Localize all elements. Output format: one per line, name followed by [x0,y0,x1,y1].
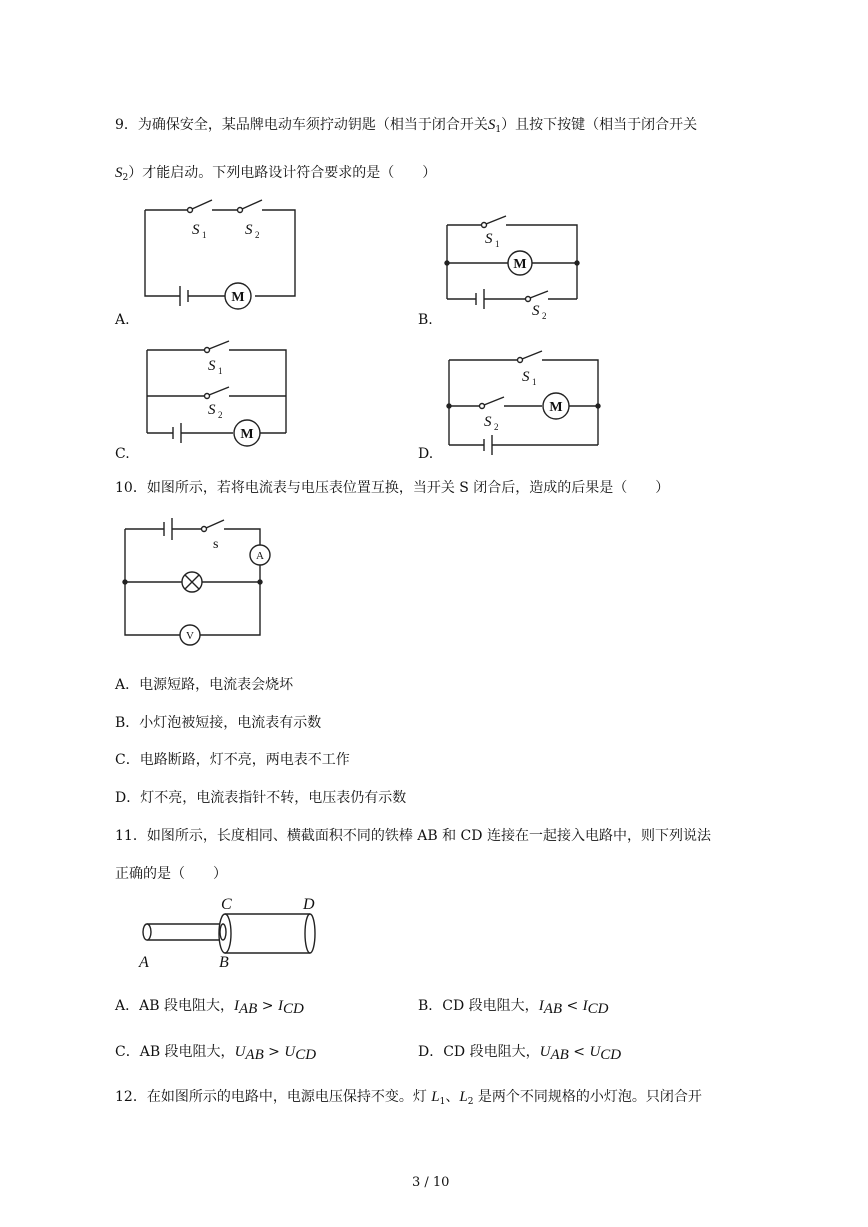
q9c-s1-sub: 1 [218,366,223,376]
q11-d-rs: CD [600,1047,622,1063]
q12-line-b: 是两个不同规格的小灯泡。只闭合开 [473,1089,702,1105]
q11-b-l: I [538,998,544,1014]
q11-option-c [115,1042,316,1065]
q11-a-prefix: A．AB 段电阻大， [115,998,234,1014]
q12-l1: L [431,1089,440,1105]
q11-d-op: < [568,1044,590,1060]
q9-s1: S [487,117,496,133]
q11-option-b [418,996,609,1019]
q9b-motor-label: M [513,257,527,272]
q11-label-c: C [221,896,232,913]
q9b-s1-label: S [485,231,493,247]
q9-line1 [115,115,697,140]
q10-option-a: A．电源短路，电流表会烧坏 [115,677,294,693]
q11-b-op: < [562,998,583,1014]
page-number: 3 / 10 [412,1175,450,1190]
q11-d-r: U [589,1044,601,1060]
q9-diagram-d [444,350,604,450]
q9a-s2-sub: 2 [255,230,260,240]
q10-ammeter-label: A [256,550,264,562]
q11-d-prefix: D．CD 段电阻大， [418,1044,540,1060]
q12-l1-sub: 1 [439,1097,446,1107]
q9d-s2-sub: 2 [494,422,499,432]
q9a-s1-sub: 1 [202,230,207,240]
q11-c-prefix: C．AB 段电阻大， [115,1044,235,1060]
q12-line-a: 12．在如图所示的电路中，电源电压保持不变。灯 [115,1089,432,1105]
q11-option-d [418,1042,621,1065]
q11-c-ls: AB [245,1047,264,1063]
q11-rod-diagram [135,895,335,975]
q11-d-ls: AB [550,1047,569,1063]
q11-label-d: D [303,896,315,913]
q10-option-d: D．灯不亮，电流表指针不转，电压表仍有示数 [115,790,407,806]
q9b-s2-label: S [532,303,540,319]
q9a-motor-label: M [231,290,245,305]
q12-sep: 、 [445,1089,460,1105]
q9-line1-b: ）且按下按键（相当于闭合开关 [501,117,698,133]
q11-label-a: A [139,954,149,971]
q9-line1-a: 9．为确保安全，某品牌电动车须拧动钥匙（相当于闭合开关 [115,117,488,133]
q11-a-op: > [257,998,278,1014]
q12-l2: L [459,1089,468,1105]
q11-option-a [115,996,304,1019]
q9-option-c: C. [115,446,130,462]
q11-b-prefix: B．CD 段电阻大， [418,998,539,1014]
q9d-motor-label: M [549,400,563,415]
q11-label-b: B [219,954,229,971]
q9-diagram-b [440,215,585,320]
q11-line2: 正确的是（ ） [115,866,227,882]
q9c-s1-label: S [208,358,216,374]
q11-line1: 11．如图所示，长度相同、横截面积不同的铁棒 AB 和 CD 连接在一起接入电路中，则下列说法 [115,828,711,844]
q12-l2-sub: 2 [467,1097,474,1107]
q11-c-l: U [234,1044,246,1060]
q9d-s2-label: S [484,414,492,430]
q9c-motor-label: M [240,427,254,442]
q9-line2-text: ）才能启动。下列电路设计符合要求的是（ ） [128,165,437,181]
q11-a-ls: AB [238,1001,258,1017]
q9-option-d: D. [418,446,434,462]
q9d-s1-label: S [522,369,530,385]
q11-c-op: > [263,1044,285,1060]
q9a-s2-label: S [245,222,253,238]
q10-diagram [120,515,270,645]
q11-c-rs: CD [295,1047,317,1063]
q9c-s2-sub: 2 [218,410,223,420]
q9a-s1-label: S [192,222,200,238]
q11-a-rs: CD [282,1001,304,1017]
q9-option-b: B. [418,312,433,328]
q11-c-r: U [284,1044,296,1060]
q11-d-l: U [539,1044,551,1060]
q10-option-c: C．电路断路，灯不亮，两电表不工作 [115,752,350,768]
q9-diagram-a [140,200,310,310]
q12-line [115,1087,702,1112]
q11-b-rs: CD [587,1001,609,1017]
q9-s2-sub: 2 [122,173,129,183]
q9b-s1-sub: 1 [495,239,500,249]
q9-s2: S [115,165,123,181]
q11-a-l: I [233,998,239,1014]
q10-question: 10．如图所示，若将电流表与电压表位置互换，当开关 S 闭合后，造成的后果是（ ） [115,480,670,496]
q10-voltmeter-label: V [186,630,194,642]
q9-s1-sub: 1 [495,125,502,135]
q9-diagram-c [143,340,293,440]
q10-switch-label: s [213,537,219,552]
q9-option-a: A. [115,312,130,328]
q9d-s1-sub: 1 [532,377,537,387]
q11-b-r: I [582,998,588,1014]
q11-b-ls: AB [543,1001,563,1017]
q9b-s2-sub: 2 [542,311,547,321]
q11-a-r: I [277,998,283,1014]
q10-option-b: B．小灯泡被短接，电流表有示数 [115,715,322,731]
q9-line2 [115,163,436,188]
q9c-s2-label: S [208,402,216,418]
